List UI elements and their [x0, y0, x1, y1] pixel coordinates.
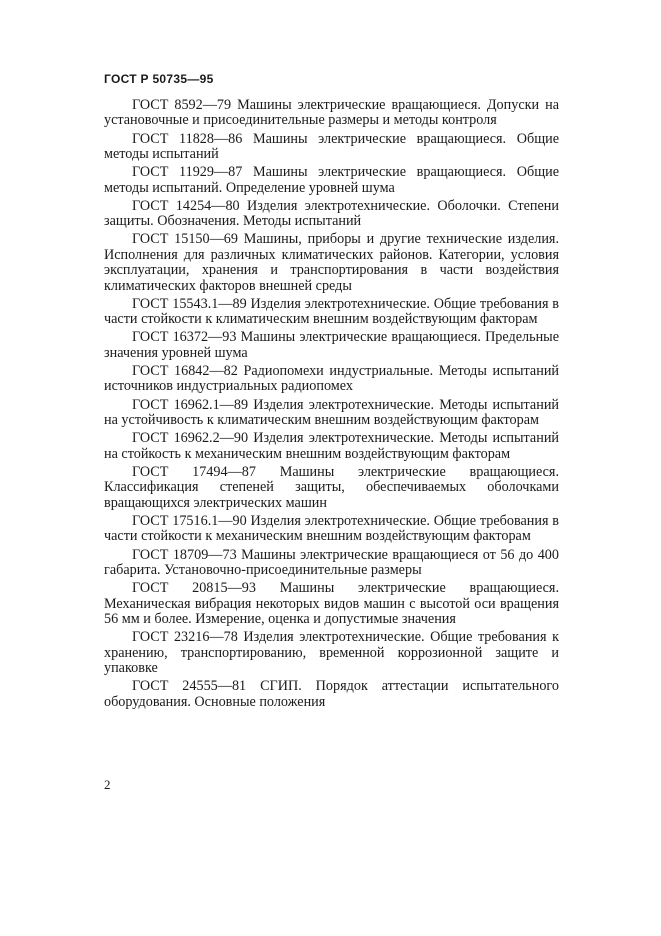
standard-title: Изделия электротехнические. Методы испытаний на стойкость к механическим внешним воздействующим факторам [104, 430, 560, 462]
standard-title: СГИП. Порядок аттестации испытательного оборудования. Основные положения [104, 678, 559, 710]
reference-entry [104, 165, 559, 196]
standard-title: Радиопомехи индустриальные. Методы испытаний источников индустриальных радиопомех [104, 363, 560, 395]
standard-title: Машины электрические вращающиеся. Допуски на установочные и присоединительные размеры и методы контроля [104, 97, 559, 129]
reference-entry [104, 132, 559, 163]
standard-code: ГОСТ 16842—82 [132, 363, 238, 380]
standard-title: Машины, приборы и другие технические изделия. Исполнения для различных климатических районов. Категории, условия эксплуатации, хранения и транспортирования в части воздействия климатических факторов внешней среды [104, 231, 559, 294]
standard-code: ГОСТ 18709—73 [132, 546, 237, 563]
page-number: 2 [104, 777, 111, 792]
standard-code: ГОСТ 8592—79 [132, 97, 232, 113]
standard-title: Машины электрические вращающиеся. Предельные значения уровней шума [104, 329, 560, 361]
standard-code: ГОСТ 17494—87 [132, 463, 256, 480]
reference-entry [104, 232, 559, 294]
reference-entry [104, 465, 559, 511]
standard-title: Изделия электротехнические. Общие требования в части стойкости к климатическим внешним воздействующим факторам [104, 295, 560, 328]
standard-code: ГОСТ 23216—78 [132, 629, 238, 646]
standard-code: ГОСТ 14254—80 [132, 197, 240, 214]
reference-entry [104, 679, 559, 710]
standard-title: Машины электрические вращающиеся. Общие методы испытаний [104, 130, 560, 163]
reference-list [104, 98, 559, 713]
standard-title: Изделия электротехнические. Методы испытаний на устойчивость к климатическим внешним воздействующим факторам [104, 396, 560, 429]
standard-title: Машины электрические вращающиеся. Общие методы испытаний. Определение уровней шума [104, 164, 560, 196]
standard-code: ГОСТ 11828—86 [132, 130, 243, 147]
standard-title: Изделия электротехнические. Общие требования к хранению, транспортированию, временной коррозионной защите и упаковке [104, 629, 559, 676]
reference-entry [104, 297, 559, 328]
standard-title: Изделия электротехнические. Оболочки. Степени защиты. Обозначения. Методы испытаний [104, 197, 559, 230]
reference-entry [104, 98, 559, 129]
standard-code: ГОСТ 24555—81 [132, 678, 247, 695]
standard-title: Машины электрические вращающиеся. Механическая вибрация некоторых видов машин с высотой оси вращения 56 мм и более. Измерение, оценка и допустимые значения [104, 580, 559, 627]
reference-entry [104, 548, 559, 579]
running-header: ГОСТ Р 50735—95 [104, 72, 214, 86]
reference-entry [104, 364, 559, 395]
standard-code: ГОСТ 15543.1—89 [132, 295, 247, 312]
standard-code: ГОСТ 15150—69 [132, 231, 238, 248]
standard-code: ГОСТ 20815—93 [132, 580, 256, 597]
reference-entry [104, 431, 559, 462]
standard-code: ГОСТ 11929—87 [132, 164, 243, 181]
reference-entry [104, 398, 559, 429]
standard-code: ГОСТ 16962.1—89 [132, 396, 249, 413]
standard-title: Изделия электротехнические. Общие требования в части стойкости к механическим внешним воздействующим факторам [104, 512, 560, 545]
standard-title: Машины электрические вращающиеся. Классификация степеней защиты, обеспечиваемых оболочками вращающихся электрических машин [104, 463, 559, 511]
standard-title: Машины электрические вращающиеся от 56 до 400 габарита. Установочно-присоединительные размеры [104, 546, 559, 578]
reference-entry [104, 630, 559, 676]
reference-entry [104, 199, 559, 230]
standard-code: ГОСТ 16372—93 [132, 329, 237, 346]
standard-code: ГОСТ 17516.1—90 [132, 512, 247, 529]
standard-code: ГОСТ 16962.2—90 [132, 430, 249, 447]
reference-entry [104, 514, 559, 545]
reference-entry [104, 581, 559, 627]
reference-entry [104, 330, 559, 361]
